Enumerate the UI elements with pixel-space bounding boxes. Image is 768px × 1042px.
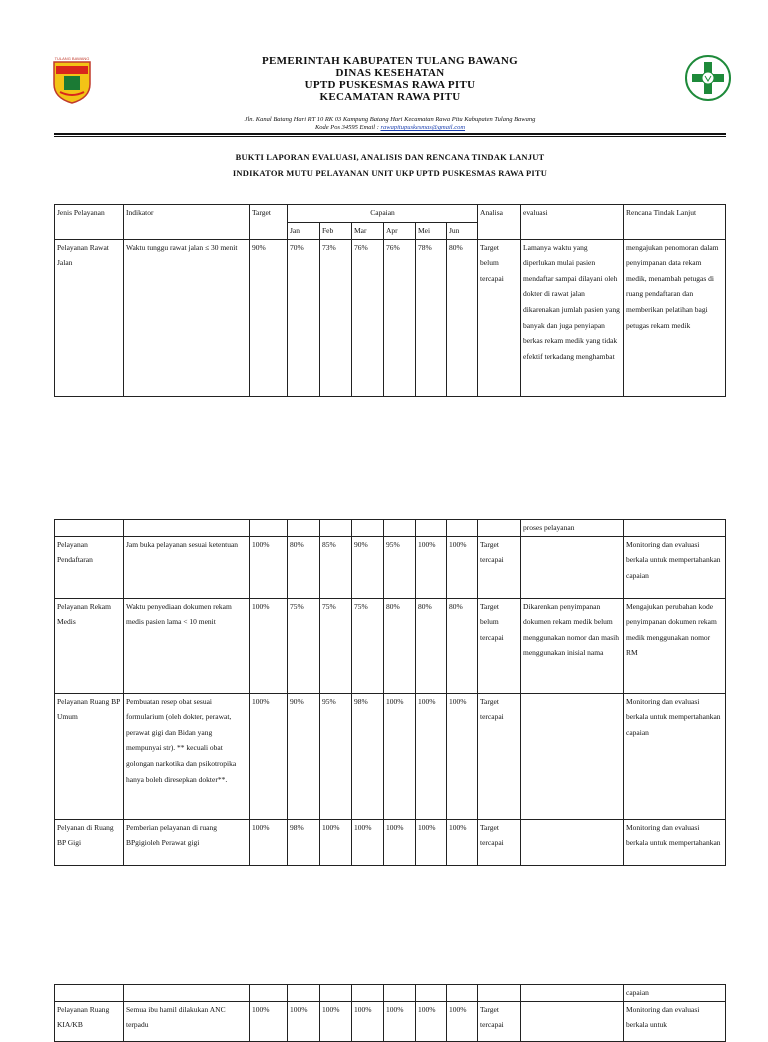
month-feb-header: Feb [320,223,352,240]
row-mar: 98% [352,693,384,819]
header-line-2: DINAS KESEHATAN [335,67,445,79]
header-line-4: KECAMATAN RAWA PITU [319,91,461,103]
row-indikator: Pemberian pelayanan di ruang BPgigioleh Perawat gigi [124,819,250,865]
row-evaluasi [521,819,624,865]
row-feb [320,985,352,1002]
row-target: 100% [250,598,288,693]
row-analisa: Target tercapai [478,693,521,819]
row-jun [447,520,478,537]
row-jenis: Pelayanan Rekam Medis [55,598,124,693]
svg-text:TULANG BAWANG: TULANG BAWANG [54,56,90,61]
table-row [55,1001,726,1041]
row-jan: 90% [288,693,320,819]
row-apr [384,520,416,537]
row-jenis: Pelayanan Ruang KIA/KB [55,1001,124,1041]
row-jenis: Pelayanan Ruang BP Umum [55,693,124,819]
row-evaluasi: Lamanya waktu yang diperlukan mulai pasien mendaftar sampai dilayani oleh dokter di rawat jalan dikarenakan jumlah pasien yang banyak dan juga penyiapan berkas rekam medik yang tidak efektif terkadang menghambat [521,239,624,396]
table-row [55,985,726,1002]
table-row [55,819,726,865]
row-mar: 75% [352,598,384,693]
indicator-table-1 [54,204,726,397]
row-indikator: Semua ibu hamil dilakukan ANC terpadu [124,1001,250,1041]
row-jenis: Pelayanan Pendaftaran [55,536,124,598]
row-mei: 100% [416,536,447,598]
row-jenis: Pelayanan Rawat Jalan [55,239,124,396]
row-mar: 100% [352,819,384,865]
indicator-table-2 [54,519,726,866]
header-line-3: UPTD PUSKESMAS RAWA PITU [304,79,476,91]
row-analisa [478,520,521,537]
col-jenis-header: Jenis Pelayanan [55,205,124,240]
row-jan: 100% [288,1001,320,1041]
table-row [55,536,726,598]
row-jun: 80% [447,239,478,396]
row-target: 90% [250,239,288,396]
row-mar: 90% [352,536,384,598]
row-rtl: Monitoring dan evaluasi berkala untuk mempertahankan capaian [624,536,726,598]
month-jun-header: Jun [447,223,478,240]
row-jan: 70% [288,239,320,396]
postal-email-line [130,124,650,132]
row-jan: 75% [288,598,320,693]
row-target: 100% [250,693,288,819]
col-indikator-header: Indikator [124,205,250,240]
row-feb: 95% [320,693,352,819]
row-apr: 95% [384,536,416,598]
row-feb: 100% [320,819,352,865]
row-apr [384,985,416,1002]
row-evaluasi [521,985,624,1002]
row-analisa: Target tercapai [478,819,521,865]
row-rtl: mengajukan penomoran dalam penyimpanan data rekam medik, menambah petugas di ruang pendaftaran dan memberikan pelatihan bagi petugas rekam medik [624,239,726,396]
row-mei: 78% [416,239,447,396]
col-target-header: Target [250,205,288,240]
table-row [55,693,726,819]
postal-prefix: Kode Pos 34595 Email : [314,124,379,131]
row-jun: 100% [447,536,478,598]
row-mei [416,520,447,537]
row-mei: 100% [416,819,447,865]
puskesmas-logo [684,54,732,102]
row-jenis [55,520,124,537]
header-line-1: PEMERINTAH KABUPATEN TULANG BAWANG [262,55,518,67]
row-jun: 80% [447,598,478,693]
row-evaluasi [521,693,624,819]
table-row [55,239,726,396]
row-apr: 100% [384,693,416,819]
row-evaluasi [521,536,624,598]
row-indikator: Waktu tunggu rawat jalan ≤ 30 menit [124,239,250,396]
row-rtl: capaian [624,985,726,1002]
row-mar: 76% [352,239,384,396]
row-apr: 100% [384,819,416,865]
row-analisa: Target belum tercapai [478,598,521,693]
row-analisa: Target tercapai [478,536,521,598]
tulang-bawang-logo [50,54,94,104]
row-rtl [624,520,726,537]
row-feb: 100% [320,1001,352,1041]
row-apr: 100% [384,1001,416,1041]
row-mei: 80% [416,598,447,693]
month-jan-header: Jan [288,223,320,240]
row-apr: 76% [384,239,416,396]
row-mei: 100% [416,693,447,819]
row-target: 100% [250,1001,288,1041]
row-mar [352,985,384,1002]
row-analisa: Target tercapai [478,1001,521,1041]
row-jun [447,985,478,1002]
row-mar [352,520,384,537]
row-feb: 73% [320,239,352,396]
month-mar-header: Mar [352,223,384,240]
row-rtl: Monitoring dan evaluasi berkala untuk mempertahankan capaian [624,693,726,819]
table-row [55,520,726,537]
row-feb: 75% [320,598,352,693]
row-jun: 100% [447,693,478,819]
col-analisa-header: Analisa [478,205,521,240]
col-capaian-header: Capaian [288,205,478,223]
row-indikator: Pembuatan resep obat sesuai formularium (oleh dokter, perawat, perawat gigi dan Bidan yang mempunyai str). ** kecuali obat golongan narkotika dan psikotropika hanya boleh diresepkan dokter**. [124,693,250,819]
row-indikator: Waktu penyediaan dokumen rekam medis pasien lama < 10 menit [124,598,250,693]
row-jenis [55,985,124,1002]
row-target [250,985,288,1002]
row-indikator [124,985,250,1002]
row-jenis: Pelyanan di Ruang BP Gigi [55,819,124,865]
row-indikator [124,520,250,537]
row-mar: 100% [352,1001,384,1041]
row-rtl: Mengajukan perubahan kode penyimpanan dokumen rekam medik menggunakan nomor RM [624,598,726,693]
row-evaluasi: proses pelayanan [521,520,624,537]
row-jan: 80% [288,536,320,598]
document-title-2: INDIKATOR MUTU PELAYANAN UNIT UKP UPTD PUSKESMAS RAWA PITU [232,168,548,178]
row-feb: 85% [320,536,352,598]
address-line: Jln. Kanal Batang Hari RT 10 RK 03 Kampung Batang Hari Kecamatan Rawa Pitu Kabupaten Tulang Bawang [244,116,536,123]
row-evaluasi [521,1001,624,1041]
row-mei [416,985,447,1002]
row-target: 100% [250,819,288,865]
header-rule-thick [54,133,726,135]
row-target: 100% [250,536,288,598]
month-apr-header: Apr [384,223,416,240]
table-row [55,598,726,693]
row-jan [288,985,320,1002]
row-target [250,520,288,537]
row-analisa [478,985,521,1002]
row-jan [288,520,320,537]
row-evaluasi: Dikarenkan penyimpanan dokumen rekam medik belum menggunakan nomor dan masih menggunakan inisial nama [521,598,624,693]
indicator-table-3 [54,984,726,1042]
row-jan: 98% [288,819,320,865]
row-mei: 100% [416,1001,447,1041]
row-jun: 100% [447,819,478,865]
row-analisa: Target belum tercapai [478,239,521,396]
col-evaluasi-header: evaluasi [521,205,624,240]
row-feb [320,520,352,537]
header-rule-thin [54,136,726,137]
row-rtl: Monitoring dan evaluasi berkala untuk [624,1001,726,1041]
col-rtl-header: Rencana Tindak Lanjut [624,205,726,240]
row-jun: 100% [447,1001,478,1041]
email-link[interactable]: rawapitupuskesmas@gmail.com [380,124,466,131]
row-indikator: Jam buka pelayanan sesuai ketentuan [124,536,250,598]
row-rtl: Monitoring dan evaluasi berkala untuk mempertahankan [624,819,726,865]
row-apr: 80% [384,598,416,693]
month-mei-header: Mei [416,223,447,240]
document-title-1: BUKTI LAPORAN EVALUASI, ANALISIS DAN RENCANA TINDAK LANJUT [235,152,545,162]
